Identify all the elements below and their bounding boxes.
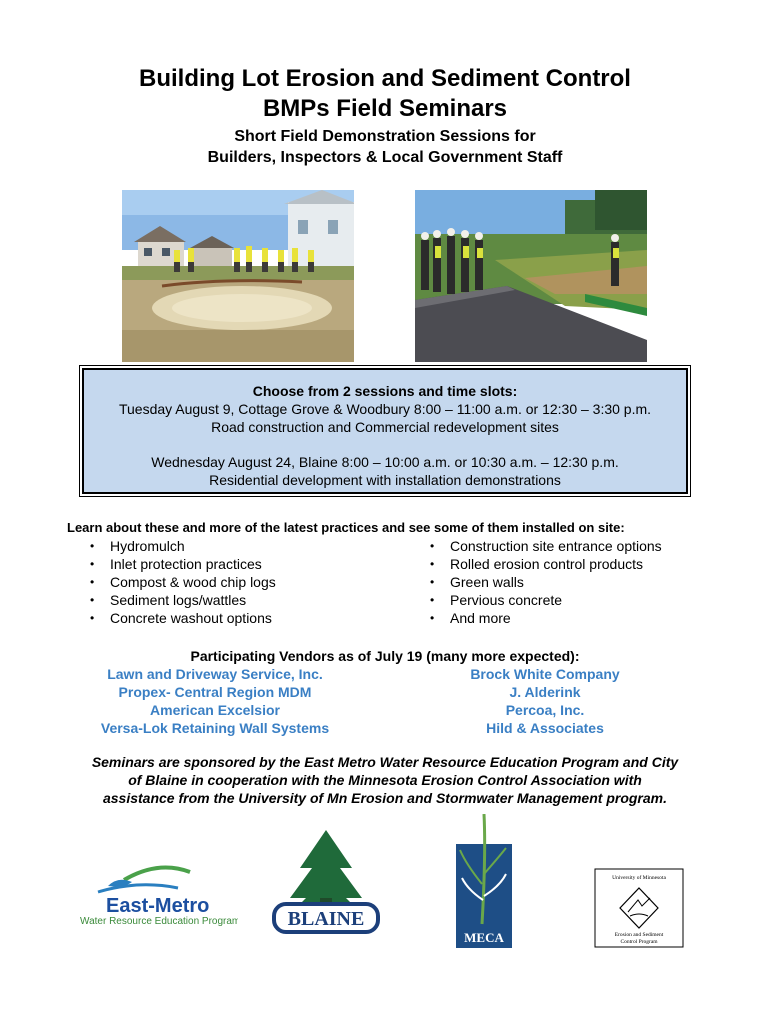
list-item: • Sediment logs/wattles bbox=[90, 592, 247, 608]
list-item: • Hydromulch bbox=[90, 538, 185, 554]
practices-list-right bbox=[427, 537, 662, 627]
east-metro-name: East-Metro bbox=[106, 895, 210, 917]
list-item: • And more bbox=[430, 610, 511, 626]
vendor-name: Versa-Lok Retaining Wall Systems bbox=[100, 720, 330, 736]
sponsor-line-3: assistance from the University of Mn Erosion and Stormwater Management program. bbox=[102, 790, 667, 806]
sponsor-text bbox=[40, 753, 730, 807]
subtitle-line-2: Builders, Inspectors & Local Government Staff bbox=[207, 149, 563, 166]
vendor-name: Lawn and Driveway Service, Inc. bbox=[107, 666, 323, 682]
meca-logo bbox=[456, 814, 512, 948]
session-1-time: Tuesday August 9, Cottage Grove & Woodbury 8:00 – 11:00 a.m. or 12:30 – 3:30 p.m. bbox=[118, 401, 652, 417]
vendors-heading: Participating Vendors as of July 19 (many more expected): bbox=[190, 648, 580, 664]
vendor-name: Propex- Central Region MDM bbox=[118, 684, 312, 700]
umn-logo bbox=[594, 868, 684, 948]
title-line-2: BMPs Field Seminars bbox=[262, 95, 508, 122]
list-item: • Construction site entrance options bbox=[430, 538, 662, 554]
east-metro-subtitle: Water Resource Education Program bbox=[80, 916, 238, 927]
umn-bottom-text-2: Control Program bbox=[620, 939, 658, 945]
session-2-time: Wednesday August 24, Blaine 8:00 – 10:00 a.m. or 10:30 a.m. – 12:30 p.m. bbox=[151, 454, 619, 470]
list-item: • Inlet protection practices bbox=[90, 556, 262, 572]
meca-text: MECA bbox=[464, 930, 504, 945]
vendors-right bbox=[445, 665, 645, 737]
vendor-name: Brock White Company bbox=[470, 666, 620, 682]
sponsor-line-2: of Blaine in cooperation with the Minnesota Erosion Control Association with bbox=[128, 772, 642, 788]
blaine-logo bbox=[270, 828, 382, 940]
session-1-description: Road construction and Commercial redevelopment sites bbox=[211, 419, 559, 435]
sessions-box bbox=[82, 368, 688, 494]
learn-heading: Learn about these and more of the latest practices and see some of them installed on site: bbox=[67, 520, 625, 535]
vendor-name: American Excelsior bbox=[150, 702, 280, 718]
list-item: • Concrete washout options bbox=[90, 610, 272, 626]
list-item: • Green walls bbox=[430, 574, 524, 590]
list-item: • Compost & wood chip logs bbox=[90, 574, 276, 590]
title-line-1: Building Lot Erosion and Sediment Control bbox=[139, 65, 631, 92]
blaine-text: BLAINE bbox=[287, 908, 365, 930]
vendor-name: Percoa, Inc. bbox=[505, 702, 585, 718]
vendor-name: Hild & Associates bbox=[486, 720, 604, 736]
vendors-left bbox=[80, 665, 350, 737]
list-item: • Pervious concrete bbox=[430, 592, 563, 608]
sponsor-line-1: Seminars are sponsored by the East Metro Water Resource Education Program and City bbox=[91, 754, 679, 770]
subtitle-line-1: Short Field Demonstration Sessions for bbox=[234, 128, 536, 145]
session-2-description: Residential development with installation demonstrations bbox=[209, 472, 561, 488]
photo-field-path bbox=[415, 190, 647, 362]
list-item: • Rolled erosion control products bbox=[430, 556, 643, 572]
practices-list-left bbox=[87, 537, 276, 627]
vendor-name: J. Alderink bbox=[509, 684, 581, 700]
umn-bottom-text-1: Erosion and Sediment bbox=[614, 932, 664, 938]
east-metro-logo bbox=[78, 858, 238, 928]
umn-top-text: University of Minnesota bbox=[612, 875, 666, 881]
photo-construction-lot bbox=[122, 190, 354, 362]
sessions-heading: Choose from 2 sessions and time slots: bbox=[252, 383, 518, 399]
